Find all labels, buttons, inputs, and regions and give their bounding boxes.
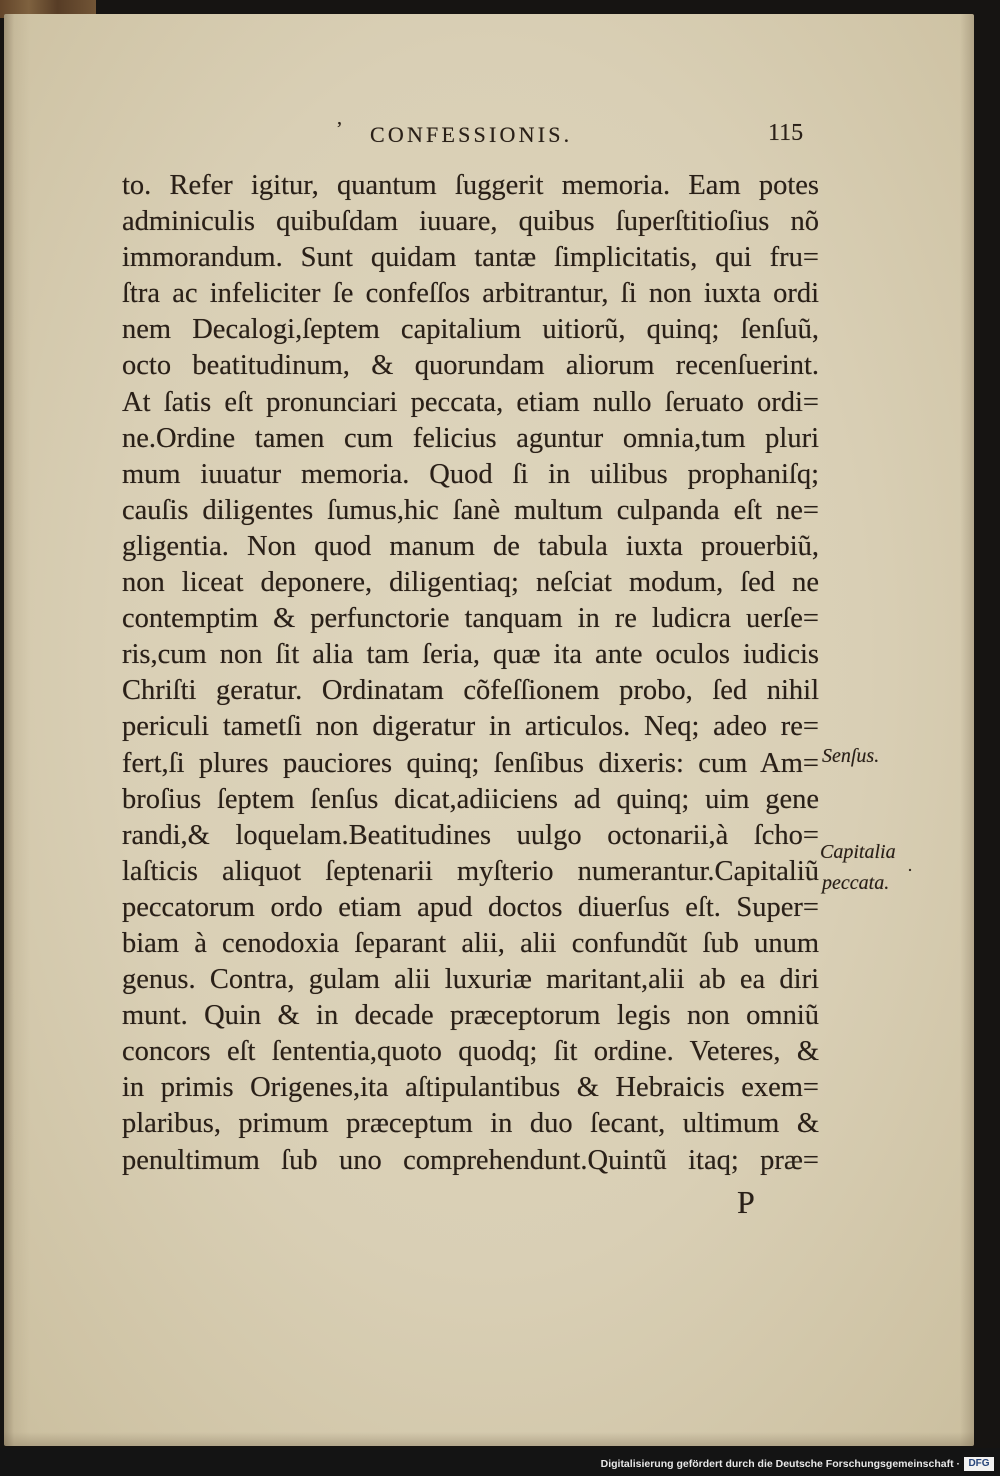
- digitization-footer: [0, 1448, 1000, 1476]
- text-line: munt. Quin & in decade præceptorum legis non omniũ: [122, 1000, 819, 1032]
- text-line: broſius ſeptem ſenſus dicat,adiiciens ad quinq; uim gene: [122, 783, 819, 815]
- text-line: immorandum. Sunt quidam tantæ ſimplicitatis, qui fru=: [122, 242, 819, 274]
- text-line: cauſis diligentes ſumus,hic ſanè multum culpanda eſt ne=: [122, 494, 819, 526]
- text-line: fert,ſi plures pauciores quinq; ſenſibus dixeris: cum Am=: [122, 747, 819, 779]
- text-line: contemptim & perfunctorie tanquam in re ludicra uerſe=: [122, 603, 819, 635]
- text-line: At ſatis eſt pronunciari peccata, etiam nullo ſeruato ordi=: [122, 386, 819, 418]
- text-line: adminiculis quibuſdam iuuare, quibus ſuperſtitioſius nõ: [122, 206, 819, 238]
- text-line: biam à cenodoxia ſeparant alii, alii confundũt ſub unum: [122, 927, 819, 959]
- text-line: in primis Origenes,ita aſtipulantibus & Hebraicis exem=: [122, 1072, 819, 1104]
- signature-mark: P: [737, 1184, 755, 1220]
- text-line: genus. Contra, gulam alii luxuriæ maritant,alii ab ea diri: [122, 964, 819, 996]
- margin-dot: ·: [907, 860, 913, 880]
- text-line: ne.Ordine tamen cum felicius aguntur omnia,tum pluri: [122, 422, 819, 454]
- margin-note-sensus: Senſus.: [822, 745, 880, 767]
- text-line: periculi tametſi non digeratur in articulos. Neq; adeo re=: [122, 711, 819, 743]
- text-line: non liceat deponere, diligentiaq; neſciat modum, ſed ne: [122, 567, 819, 599]
- text-line: ris,cum non ſit alia tam ſeria, quæ ita ante oculos iudicis: [122, 639, 819, 671]
- dfg-logo: DFG: [964, 1457, 994, 1471]
- text-line: laſticis aliquot ſeptenarii myſterio numerantur.Capitaliũ: [122, 855, 819, 887]
- body-text: [122, 168, 819, 1179]
- text-line: octo beatitudinum, & quorundam aliorum recenſuerint.: [122, 350, 819, 382]
- margin-note-peccata: peccata.: [822, 872, 890, 894]
- text-line: Chriſti geratur. Ordinatam cõfeſſionem probo, ſed nihil: [122, 675, 819, 707]
- text-line: nem Decalogi,ſeptem capitalium uitiorũ, quinq; ſenſuũ,: [122, 314, 819, 346]
- text-line: to. Refer igitur, quantum ſuggerit memoria. Eam potes: [122, 170, 819, 201]
- margin-note-capitalia: Capitalia: [820, 841, 896, 863]
- text-line: penultimum ſub uno comprehendunt.Quintũ itaq; præ=: [122, 1144, 819, 1176]
- text-line: plaribus, primum præceptum in duo ſecant, ultimum &: [122, 1108, 819, 1140]
- text-line: gligentia. Non quod manum de tabula iuxta prouerbiũ,: [122, 530, 819, 562]
- page-number: 115: [768, 120, 804, 146]
- funding-credit: Digitalisierung gefördert durch die Deutsche Forschungsgemeinschaft ·: [600, 1458, 960, 1470]
- text-line: concors eſt ſententia,quoto quodq; ſit ordine. Veteres, &: [122, 1036, 819, 1068]
- book-page: [4, 14, 974, 1446]
- text-line: ſtra ac infeliciter ſe confeſſos arbitrantur, ſi non iuxta ordi: [122, 278, 819, 310]
- text-line: randi,& loquelam.Beatitudines uulgo octonarii,à ſcho=: [122, 819, 819, 851]
- text-line: mum iuuatur memoria. Quod ſi in uilibus prophaniſq;: [122, 458, 819, 490]
- text-line: peccatorum ordo etiam apud doctos diuerſus eſt. Super=: [122, 891, 819, 923]
- header-mark: ’: [336, 118, 343, 140]
- running-title: CONFESSIONIS.: [370, 122, 573, 147]
